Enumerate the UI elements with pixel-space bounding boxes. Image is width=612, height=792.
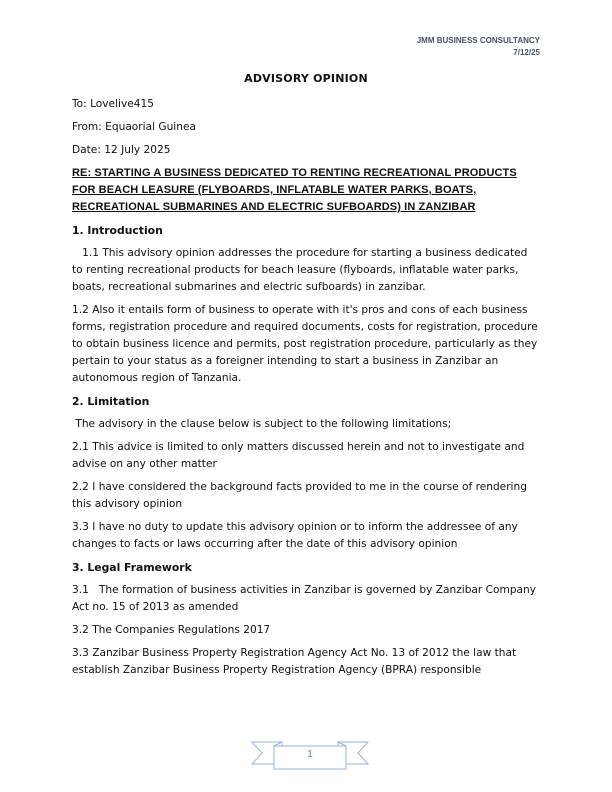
paragraph-3-3: 3.3 Zanzibar Business Property Registration Agency Act No. 13 of 2012 the law that establish Zanzibar Business Property Registration Agency (BPRA) responsible (72, 647, 517, 676)
company-name: JMM BUSINESS CONSULTANCY (416, 36, 540, 45)
section-heading-introduction: 1. Introduction (72, 224, 163, 237)
document-header (417, 35, 540, 59)
paragraph-2-1: 2.1 This advice is limited to only matters discussed herein and not to investigate and advise on any other matter (72, 441, 525, 470)
subject-line: RE: STARTING A BUSINESS DEDICATED TO RENTING RECREATIONAL PRODUCTS FOR BEACH LEASURE (FLYBOARDS, INFLATABLE WATER PARKS, BOATS, RECREATIONAL SUBMARINES AND ELECTRIC SUFBOARDS) IN ZANZIBAR (72, 167, 517, 213)
section-heading-legal-framework: 3. Legal Framework (72, 561, 192, 574)
header-date: 7/12/25 (513, 48, 540, 57)
paragraph-2-2: 2.2 I have considered the background facts provided to me in the course of rendering this advisory opinion (72, 481, 527, 510)
paragraph-3-1: 3.1 The formation of business activities in Zanzibar is governed by Zanzibar Company Act no. 15 of 2013 as amended (72, 584, 537, 613)
paragraph-1-1: 1.1 This advisory opinion addresses the procedure for starting a business dedicated to renting recreational products for beach leasure (flyboards, inflatable water parks, boats, recreational submarines and electric sufboards) in zanzibar. (72, 247, 528, 293)
page-number: 1 (307, 749, 313, 760)
paragraph-limitation-intro: The advisory in the clause below is subject to the following limitations; (72, 418, 452, 430)
paragraph-2-3: 3.3 I have no duty to update this advisory opinion or to inform the addressee of any changes to facts or laws occurring after the date of this advisory opinion (72, 521, 518, 550)
from-line: From: Equaorial Guinea (72, 121, 196, 133)
document-title: ADVISORY OPINION (244, 72, 368, 85)
paragraph-3-2: 3.2 The Companies Regulations 2017 (72, 624, 271, 636)
date-line: Date: 12 July 2025 (72, 144, 171, 156)
paragraph-1-2: 1.2 Also it entails form of business to operate with it's pros and cons of each business forms, registration procedure and required documents, costs for registration, procedure to obtain business licence and permits, post registration procedure, particularly as they pertain to your status as a foreigner intending to start a business in Zanzibar an autonomous region of Tanzania. (72, 304, 538, 384)
section-heading-limitation: 2. Limitation (72, 395, 150, 408)
document-body (72, 96, 540, 685)
to-line: To: Lovelive415 (72, 98, 154, 110)
page-number-ribbon (250, 740, 370, 772)
